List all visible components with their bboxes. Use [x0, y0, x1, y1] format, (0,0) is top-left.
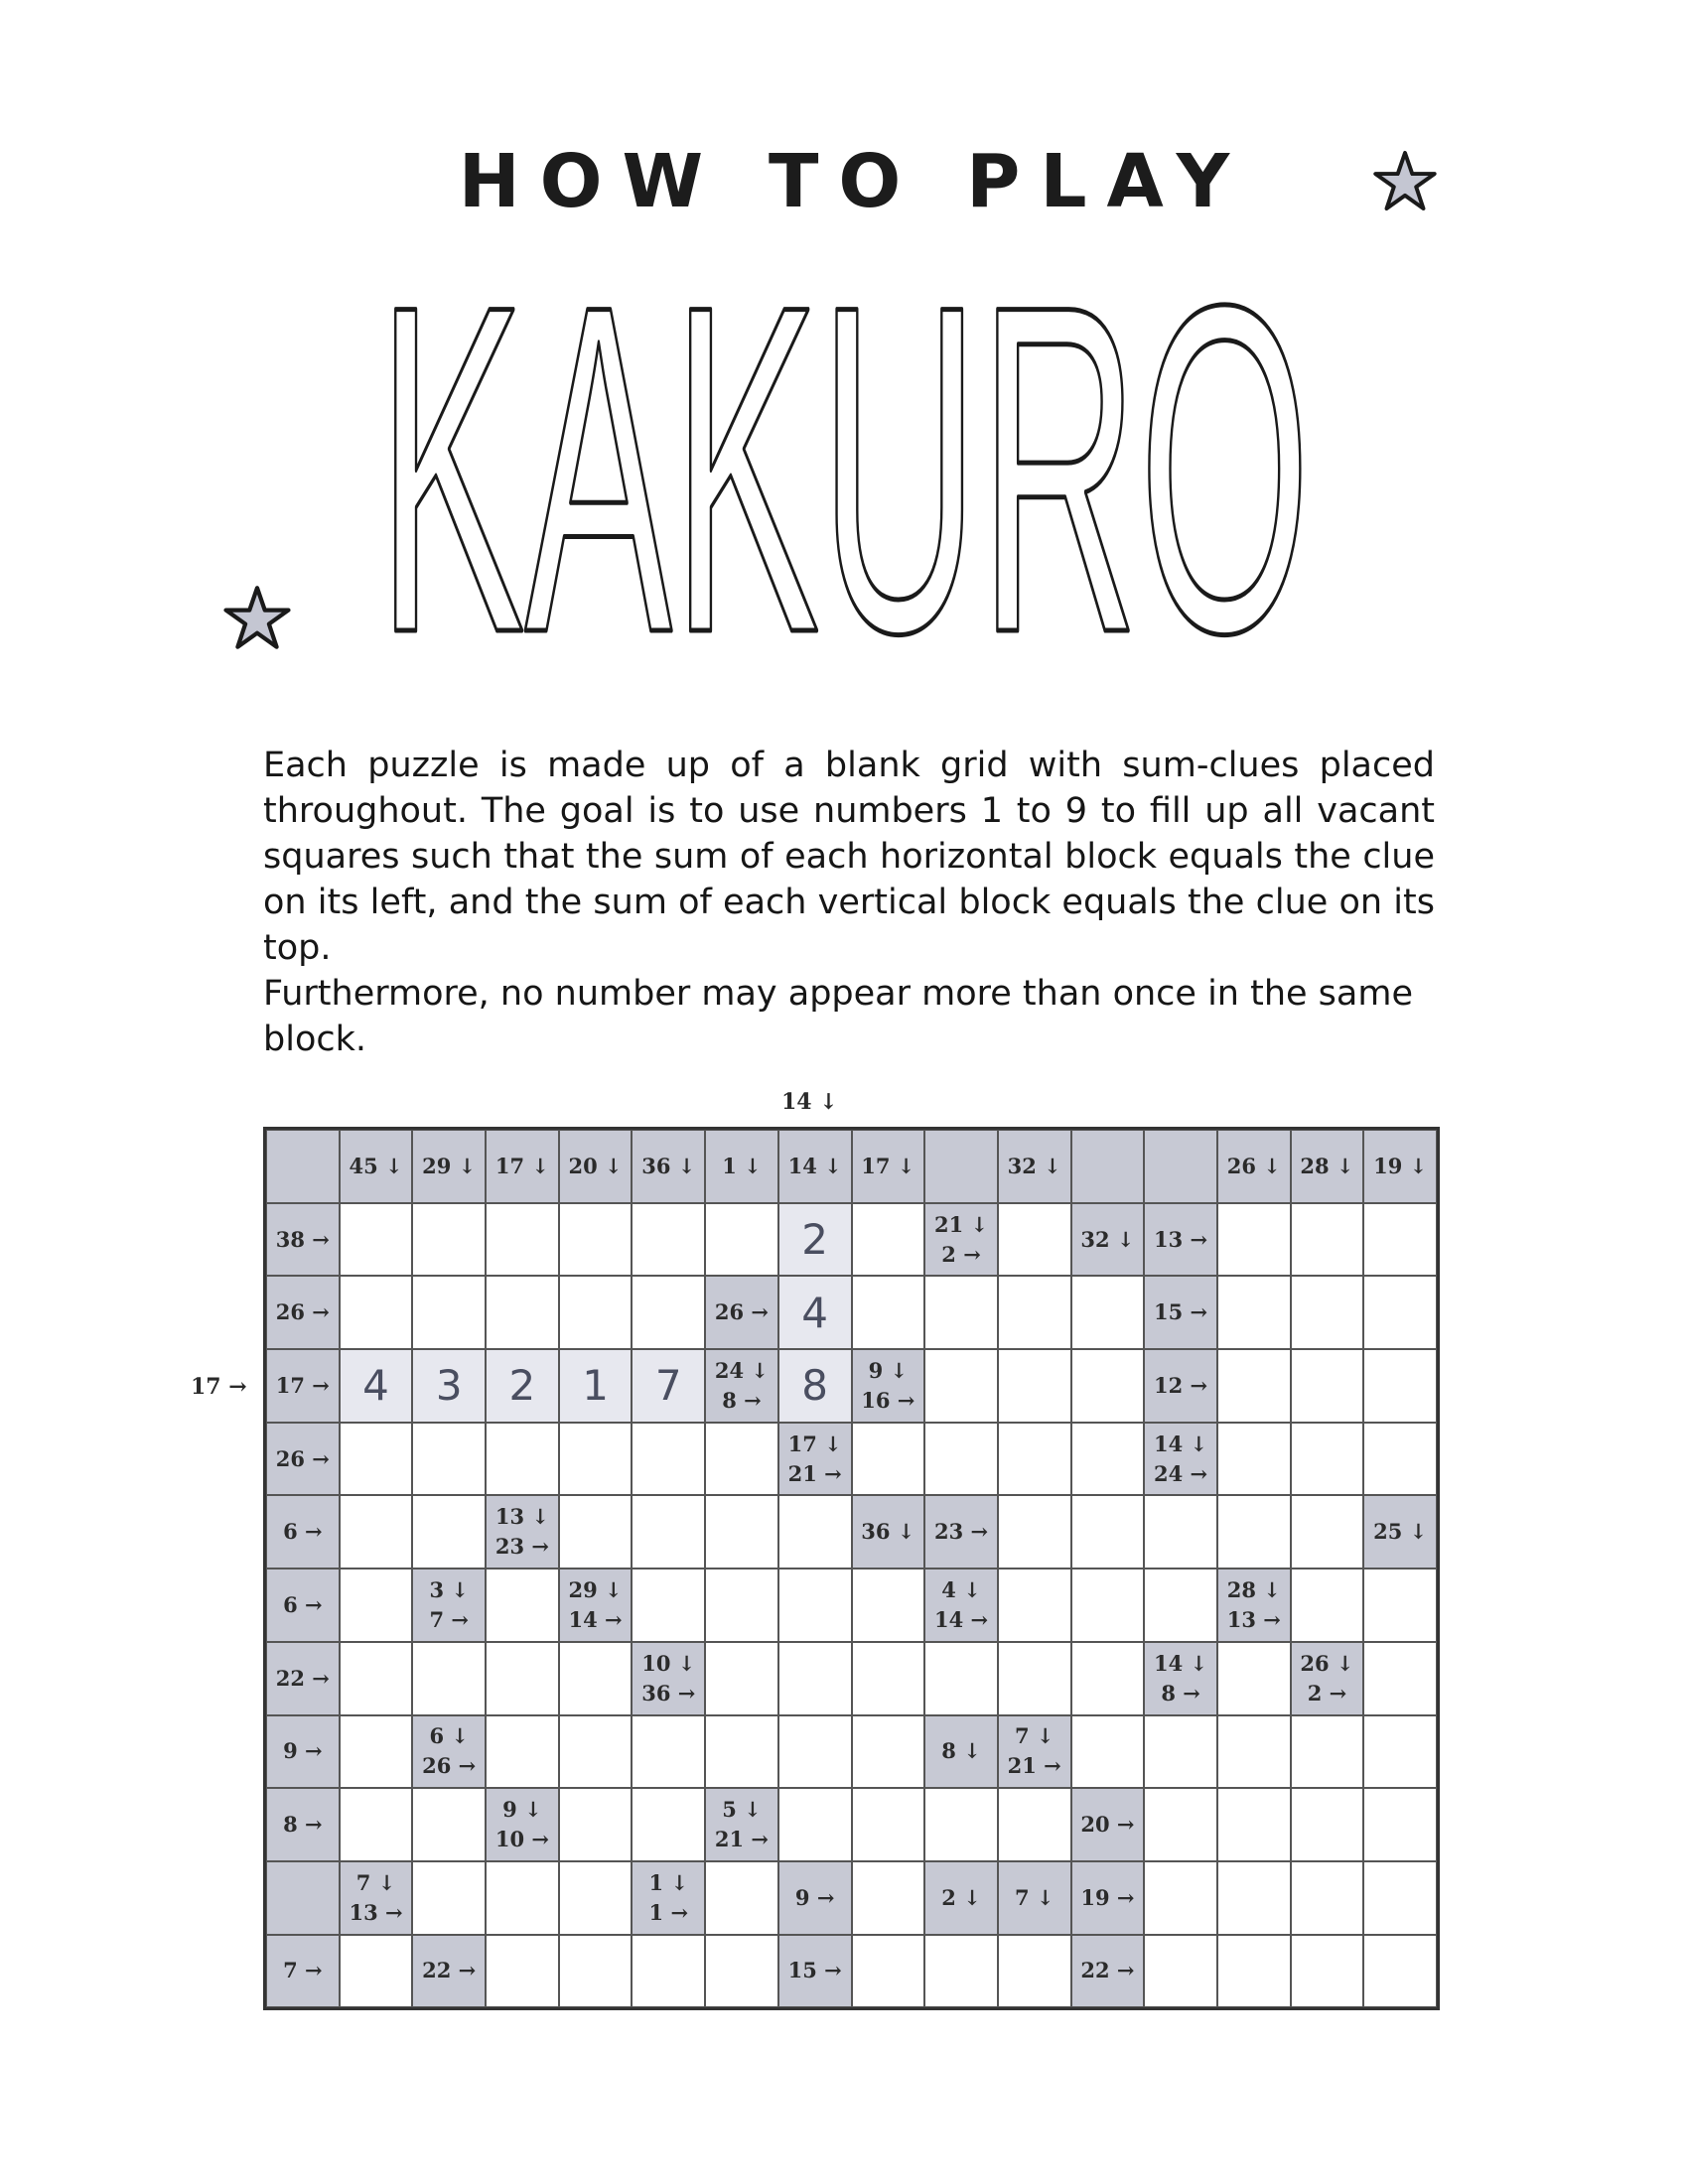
empty-cell [632, 1935, 705, 2008]
clue-label: 29 ↓ [422, 1153, 477, 1178]
empty-cell [559, 1642, 633, 1715]
clue-label: 8 → [1161, 1680, 1200, 1706]
empty-cell [632, 1495, 705, 1569]
empty-cell [1291, 1788, 1364, 1861]
empty-cell [632, 1276, 705, 1349]
empty-cell [559, 1423, 633, 1496]
empty-cell [852, 1423, 925, 1496]
empty-cell [1071, 1276, 1145, 1349]
clue-label: 3 ↓ [429, 1576, 469, 1602]
empty-cell [1363, 1349, 1437, 1423]
empty-cell [1217, 1203, 1291, 1277]
empty-cell [486, 1569, 559, 1642]
clue-cell [559, 1130, 633, 1203]
empty-cell [1071, 1423, 1145, 1496]
empty-cell [1071, 1495, 1145, 1569]
clue-cell [924, 1861, 998, 1935]
empty-cell [1291, 1715, 1364, 1789]
filled-cell: 2 [486, 1349, 559, 1423]
clue-cell [1291, 1642, 1364, 1715]
clue-cell [632, 1861, 705, 1935]
empty-cell [1144, 1861, 1217, 1935]
empty-cell [486, 1423, 559, 1496]
clue-label: 7 → [429, 1606, 469, 1632]
clue-label: 1 → [648, 1899, 689, 1925]
empty-cell [340, 1276, 413, 1349]
empty-cell [852, 1788, 925, 1861]
clue-label: 22 → [275, 1665, 330, 1691]
clue-label: 22 → [1080, 1958, 1135, 1983]
clue-label: 26 → [422, 1753, 477, 1779]
empty-cell [1071, 1642, 1145, 1715]
empty-cell [486, 1276, 559, 1349]
filled-cell: 8 [778, 1349, 852, 1423]
empty-cell [1291, 1569, 1364, 1642]
clue-cell [486, 1130, 559, 1203]
empty-cell [632, 1423, 705, 1496]
clue-cell [705, 1788, 778, 1861]
clue-label: 32 ↓ [1007, 1153, 1061, 1178]
empty-cell [1291, 1203, 1364, 1277]
clue-cell [266, 1130, 340, 1203]
clue-label: 17 ↓ [861, 1153, 915, 1178]
empty-cell [486, 1203, 559, 1277]
clue-cell [852, 1130, 925, 1203]
clue-label: 14 ↓ [787, 1153, 842, 1178]
empty-cell [1291, 1423, 1364, 1496]
empty-cell [559, 1788, 633, 1861]
empty-cell [632, 1788, 705, 1861]
empty-cell [340, 1569, 413, 1642]
clue-label: 2 → [941, 1241, 981, 1267]
clue-label: 26 → [714, 1299, 770, 1325]
empty-cell [340, 1935, 413, 2008]
clue-cell [852, 1495, 925, 1569]
empty-cell [705, 1715, 778, 1789]
empty-cell [559, 1276, 633, 1349]
empty-cell [340, 1788, 413, 1861]
empty-cell [778, 1642, 852, 1715]
clue-cell [1217, 1130, 1291, 1203]
clue-label: 20 ↓ [568, 1153, 623, 1178]
empty-cell [1217, 1423, 1291, 1496]
empty-cell [1217, 1715, 1291, 1789]
clue-label: 13 → [1154, 1226, 1208, 1252]
empty-cell [1217, 1349, 1291, 1423]
filled-cell: 4 [778, 1276, 852, 1349]
clue-label: 32 ↓ [1080, 1226, 1135, 1252]
empty-cell [486, 1935, 559, 2008]
empty-cell [486, 1642, 559, 1715]
empty-cell [1217, 1861, 1291, 1935]
empty-cell [778, 1495, 852, 1569]
empty-cell [1291, 1349, 1364, 1423]
empty-cell [924, 1349, 998, 1423]
empty-cell [705, 1495, 778, 1569]
empty-cell [778, 1715, 852, 1789]
clue-label: 24 → [1154, 1460, 1208, 1486]
empty-cell [1363, 1423, 1437, 1496]
clue-cell [266, 1349, 340, 1423]
clue-cell [1144, 1349, 1217, 1423]
clue-label: 25 ↓ [1373, 1519, 1428, 1545]
empty-cell [1363, 1788, 1437, 1861]
empty-cell [1144, 1495, 1217, 1569]
empty-cell [998, 1423, 1071, 1496]
clue-label: 21 ↓ [933, 1211, 989, 1237]
example-column-label: 14 ↓ [781, 1089, 838, 1115]
clue-label: 17 → [275, 1372, 330, 1398]
empty-cell [924, 1935, 998, 2008]
clue-label: 22 → [422, 1958, 477, 1983]
clue-cell [266, 1203, 340, 1277]
clue-cell [340, 1130, 413, 1203]
clue-label: 24 ↓ [714, 1357, 770, 1383]
rules-text [263, 743, 1435, 1062]
empty-cell [559, 1935, 633, 2008]
empty-cell [559, 1861, 633, 1935]
clue-cell [1071, 1935, 1145, 2008]
clue-cell [924, 1203, 998, 1277]
empty-cell [1363, 1715, 1437, 1789]
clue-cell [1291, 1130, 1364, 1203]
clue-label: 28 ↓ [1226, 1576, 1281, 1602]
clue-cell [998, 1715, 1071, 1789]
filled-cell: 4 [340, 1349, 413, 1423]
empty-cell [1217, 1495, 1291, 1569]
clue-cell [1071, 1203, 1145, 1277]
clue-cell [266, 1276, 340, 1349]
empty-cell [632, 1569, 705, 1642]
empty-cell [998, 1569, 1071, 1642]
empty-cell [778, 1788, 852, 1861]
clue-cell [1363, 1130, 1437, 1203]
empty-cell [340, 1203, 413, 1277]
clue-label: 36 → [641, 1680, 696, 1706]
clue-cell [1071, 1788, 1145, 1861]
empty-cell [852, 1935, 925, 2008]
clue-cell [778, 1935, 852, 2008]
clue-cell [486, 1788, 559, 1861]
clue-label: 8 → [722, 1387, 762, 1413]
rules-paragraph: Furthermore, no number may appear more than once in the same block. [263, 974, 1413, 1059]
clue-cell [924, 1715, 998, 1789]
clue-label: 2 ↓ [941, 1884, 981, 1910]
clue-label: 7 ↓ [355, 1869, 396, 1895]
clue-cell [1363, 1495, 1437, 1569]
clue-cell [412, 1569, 486, 1642]
clue-cell [266, 1569, 340, 1642]
clue-label: 1 ↓ [648, 1869, 689, 1895]
empty-cell [632, 1715, 705, 1789]
clue-label: 26 → [275, 1299, 330, 1325]
filled-cell: 7 [632, 1349, 705, 1423]
empty-cell [1144, 1788, 1217, 1861]
empty-cell [1071, 1715, 1145, 1789]
empty-cell [1291, 1276, 1364, 1349]
empty-cell [705, 1935, 778, 2008]
empty-cell [412, 1423, 486, 1496]
clue-label: 9 ↓ [868, 1357, 909, 1383]
clue-cell [924, 1130, 998, 1203]
empty-cell [1363, 1203, 1437, 1277]
empty-cell [852, 1715, 925, 1789]
clue-cell [412, 1130, 486, 1203]
empty-cell [998, 1203, 1071, 1277]
clue-label: 21 → [714, 1827, 770, 1852]
empty-cell [1291, 1935, 1364, 2008]
clue-label: 15 → [1154, 1299, 1208, 1325]
clue-cell [412, 1935, 486, 2008]
clue-label: 4 ↓ [941, 1576, 981, 1602]
empty-cell [412, 1495, 486, 1569]
clue-cell [705, 1276, 778, 1349]
clue-label: 14 → [568, 1606, 623, 1632]
clue-label: 8 → [283, 1812, 323, 1838]
clue-label: 19 ↓ [1373, 1153, 1428, 1178]
clue-label: 7 → [283, 1958, 323, 1983]
clue-cell [1071, 1130, 1145, 1203]
empty-cell [1363, 1276, 1437, 1349]
clue-cell [340, 1861, 413, 1935]
clue-label: 29 ↓ [568, 1576, 623, 1602]
clue-label: 2 → [1307, 1680, 1347, 1706]
clue-cell [486, 1495, 559, 1569]
empty-cell [1217, 1276, 1291, 1349]
clue-label: 21 → [1007, 1753, 1061, 1779]
clue-label: 9 ↓ [502, 1797, 542, 1823]
clue-cell [632, 1642, 705, 1715]
svg-text:KAKURO: KAKURO [377, 283, 1311, 660]
empty-cell [705, 1423, 778, 1496]
empty-cell [1291, 1861, 1364, 1935]
clue-label: 20 → [1080, 1812, 1135, 1838]
clue-cell [1144, 1130, 1217, 1203]
empty-cell [1363, 1861, 1437, 1935]
empty-cell [412, 1861, 486, 1935]
clue-cell [1144, 1642, 1217, 1715]
clue-cell [924, 1495, 998, 1569]
rules-paragraph: Each puzzle is made up of a blank grid with sum-clues placed throughout. The goal is to use numbers 1 to 9 to fill up all vacant squares such that the sum of each horizontal block equals the clue on its left, and the sum of each vertical block equals the clue on its top. [263, 746, 1435, 968]
empty-cell [412, 1788, 486, 1861]
clue-label: 28 ↓ [1300, 1153, 1354, 1178]
empty-cell [340, 1715, 413, 1789]
empty-cell [412, 1642, 486, 1715]
empty-cell [924, 1788, 998, 1861]
clue-cell [266, 1715, 340, 1789]
empty-cell [998, 1495, 1071, 1569]
filled-cell: 2 [778, 1203, 852, 1277]
clue-label: 36 ↓ [641, 1153, 696, 1178]
empty-cell [1071, 1569, 1145, 1642]
clue-label: 23 → [494, 1534, 549, 1560]
kakuro-grid [263, 1127, 1440, 2010]
clue-cell [1144, 1276, 1217, 1349]
clue-label: 13 → [1226, 1606, 1281, 1632]
clue-label: 9 → [283, 1738, 323, 1764]
empty-cell [705, 1861, 778, 1935]
empty-cell [852, 1861, 925, 1935]
empty-cell [924, 1423, 998, 1496]
empty-cell [1363, 1642, 1437, 1715]
clue-label: 9 → [794, 1884, 835, 1910]
clue-label: 6 ↓ [429, 1723, 469, 1749]
empty-cell [705, 1569, 778, 1642]
clue-cell [705, 1130, 778, 1203]
empty-cell [486, 1861, 559, 1935]
empty-cell [340, 1495, 413, 1569]
clue-label: 16 → [861, 1387, 915, 1413]
empty-cell [1291, 1495, 1364, 1569]
empty-cell [924, 1276, 998, 1349]
empty-cell [852, 1203, 925, 1277]
clue-label: 13 → [349, 1899, 403, 1925]
empty-cell [852, 1569, 925, 1642]
clue-label: 5 ↓ [722, 1797, 762, 1823]
clue-label: 21 → [787, 1460, 842, 1486]
heading: HOW TO PLAY [458, 139, 1250, 224]
clue-cell [924, 1569, 998, 1642]
clue-label: 13 ↓ [494, 1504, 549, 1530]
clue-label: 10 → [494, 1827, 549, 1852]
empty-cell [559, 1715, 633, 1789]
clue-label: 26 ↓ [1226, 1153, 1281, 1178]
empty-cell [412, 1203, 486, 1277]
clue-label: 38 → [275, 1226, 330, 1252]
clue-cell [1144, 1203, 1217, 1277]
clue-label: 6 → [283, 1591, 323, 1617]
clue-cell [266, 1935, 340, 2008]
empty-cell [1144, 1935, 1217, 2008]
empty-cell [998, 1788, 1071, 1861]
kakuro-title [367, 283, 1321, 660]
clue-label: 45 ↓ [349, 1153, 403, 1178]
empty-cell [340, 1423, 413, 1496]
clue-label: 7 ↓ [1014, 1884, 1055, 1910]
empty-cell [559, 1495, 633, 1569]
empty-cell [852, 1276, 925, 1349]
clue-label: 8 ↓ [941, 1738, 981, 1764]
empty-cell [998, 1642, 1071, 1715]
clue-label: 19 → [1080, 1884, 1135, 1910]
clue-label: 17 ↓ [494, 1153, 549, 1178]
clue-label: 36 ↓ [861, 1519, 915, 1545]
clue-label: 26 ↓ [1300, 1650, 1354, 1676]
clue-cell [632, 1130, 705, 1203]
clue-cell [998, 1861, 1071, 1935]
star-icon [1372, 149, 1438, 214]
empty-cell [998, 1276, 1071, 1349]
empty-cell [1071, 1349, 1145, 1423]
empty-cell [559, 1203, 633, 1277]
clue-cell [1217, 1569, 1291, 1642]
example-row-label: 17 → [191, 1374, 247, 1400]
empty-cell [1144, 1569, 1217, 1642]
clue-label: 6 → [283, 1519, 323, 1545]
clue-cell [778, 1423, 852, 1496]
empty-cell [1363, 1935, 1437, 2008]
filled-cell: 1 [559, 1349, 633, 1423]
empty-cell [632, 1203, 705, 1277]
clue-label: 15 → [787, 1958, 842, 1983]
clue-label: 17 ↓ [787, 1431, 842, 1456]
empty-cell [998, 1935, 1071, 2008]
empty-cell [340, 1642, 413, 1715]
star-icon [222, 584, 292, 653]
empty-cell [1144, 1715, 1217, 1789]
clue-cell [778, 1861, 852, 1935]
clue-cell [266, 1495, 340, 1569]
empty-cell [1217, 1935, 1291, 2008]
clue-label: 14 ↓ [1154, 1650, 1208, 1676]
clue-cell [852, 1349, 925, 1423]
clue-label: 7 ↓ [1014, 1723, 1055, 1749]
empty-cell [924, 1642, 998, 1715]
clue-label: 12 → [1154, 1372, 1208, 1398]
clue-cell [266, 1642, 340, 1715]
clue-cell [412, 1715, 486, 1789]
clue-cell [778, 1130, 852, 1203]
clue-cell [1144, 1423, 1217, 1496]
empty-cell [486, 1715, 559, 1789]
filled-cell: 3 [412, 1349, 486, 1423]
clue-cell [559, 1569, 633, 1642]
empty-cell [1217, 1788, 1291, 1861]
clue-label: 26 → [275, 1445, 330, 1471]
empty-cell [705, 1203, 778, 1277]
clue-cell [998, 1130, 1071, 1203]
clue-cell [266, 1423, 340, 1496]
empty-cell [705, 1642, 778, 1715]
empty-cell [852, 1642, 925, 1715]
clue-cell [266, 1861, 340, 1935]
clue-cell [266, 1788, 340, 1861]
clue-cell [705, 1349, 778, 1423]
clue-cell [1071, 1861, 1145, 1935]
empty-cell [412, 1276, 486, 1349]
clue-label: 14 ↓ [1154, 1431, 1208, 1456]
empty-cell [1217, 1642, 1291, 1715]
clue-label: 14 → [933, 1606, 989, 1632]
clue-label: 10 ↓ [641, 1650, 696, 1676]
empty-cell [1363, 1569, 1437, 1642]
clue-label: 23 → [933, 1519, 989, 1545]
empty-cell [778, 1569, 852, 1642]
clue-label: 1 ↓ [722, 1153, 762, 1178]
empty-cell [998, 1349, 1071, 1423]
